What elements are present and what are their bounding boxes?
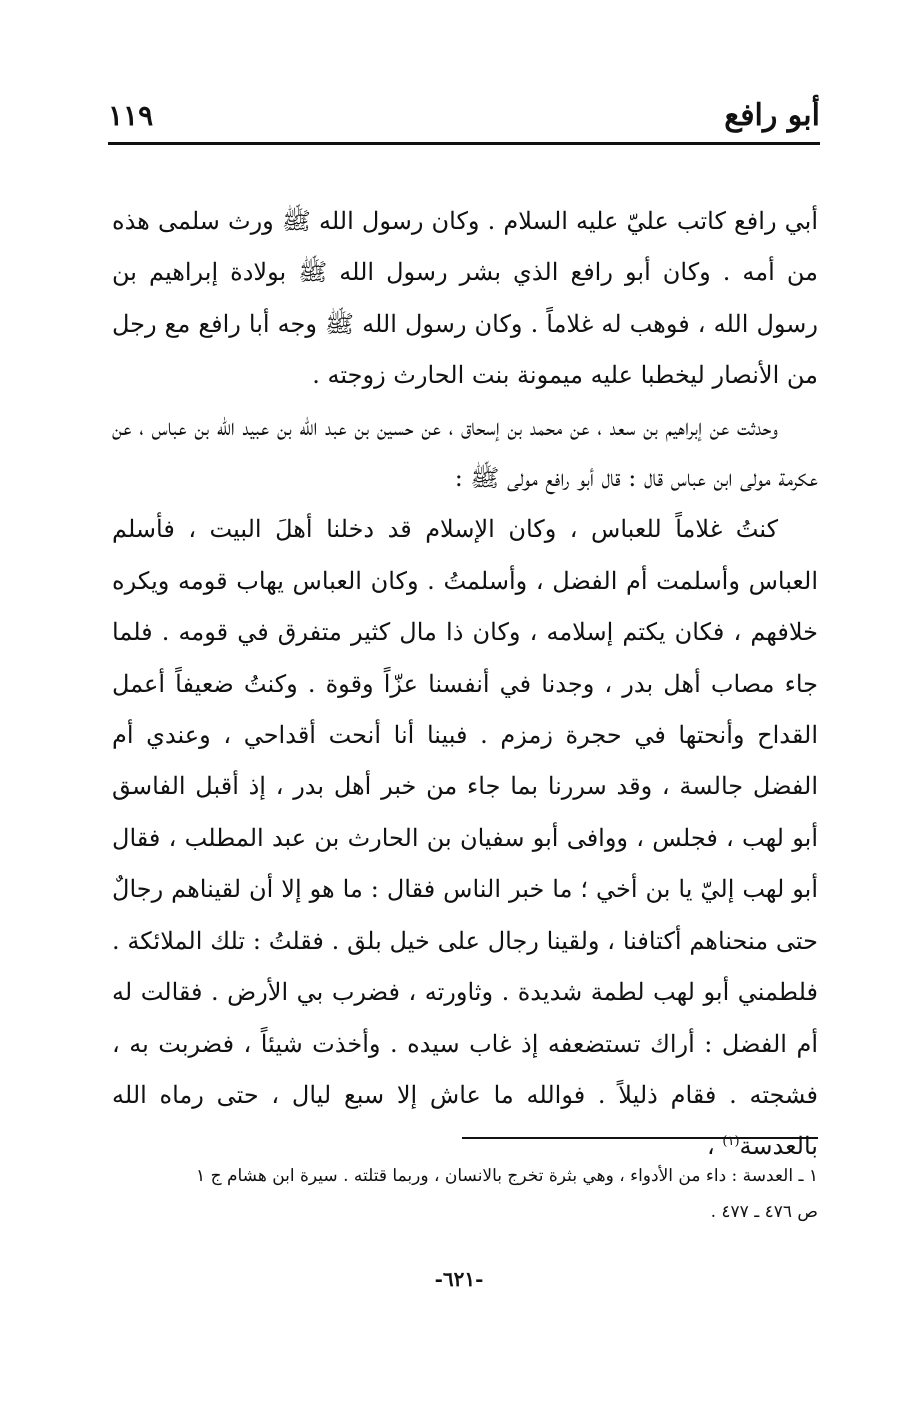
footnote-reference[interactable]: (١): [722, 1134, 740, 1150]
paragraph-with-footnote: [112, 504, 818, 1172]
paragraph-tail: ،: [707, 1132, 723, 1161]
folio-page-number: -٦٢١-: [434, 1267, 484, 1291]
paragraph: وحدثت عن إبراهيم بن سعد ، عن محمد بن إسحاق ، عن حسين بن عبد الله بن عبيد الله بن عباس ، عن عكرمة مولى ابن عباس قال : قال أبو رافع مولى ﷺ :: [112, 412, 818, 493]
footnote-line: ص ٤٧٦ ـ ٤٧٧ .: [710, 1202, 818, 1222]
running-title: أبو رافع: [724, 98, 820, 133]
running-header: [108, 92, 820, 140]
header-rule: [108, 142, 820, 145]
footnote: [130, 1158, 818, 1230]
paragraph-text: كنتُ غلاماً للعباس ، وكان الإسلام قد دخلنا أهلَ البيت ، فأسلم العباس وأسلمت أم الفضل ، وأسلمتُ . وكان العباس يهاب قومه ويكره خلافهم ، فكان يكتم إسلامه ، وكان ذا مال كثير متفرق في قومه . فلما جاء مصاب أهل بدر ، وجدنا في أنفسنا عزّاً وقوة . وكنتُ ضعيفاً أعمل القداح وأنحتها في حجرة زمزم . فبينا أنا أنحت أقداحي ، وعندي أم الفضل جالسة ، وقد سررنا بما جاء من خبر أهل بدر ، إذ أقبل الفاسق أبو لهب ، فجلس ، ووافى أبو سفيان بن الحارث بن عبد المطلب ، فقال أبو لهب إليّ يا بن أخي ؛ ما خبر الناس فقال : ما هو إلا أن لقيناهم رجالٌ حتى منحناهم أكتافنا ، ولقينا رجال على خيل بلق . فقلتُ : تلك الملائكة . فلطمني أبو لهب لطمة شديدة . وثاورته ، فضرب بي الأرض . فقالت له أم الفضل : أراك تستضعفه إذ غاب سيده . وأخذت شيئاً ، فضربت به ، فشجته . فقام ذليلاً . فوالله ما عاش إلا سبع ليال ، حتى رماه الله بالعدسة: [112, 515, 818, 1161]
footnote-line: ١ ـ العدسة : داء من الأدواء ، وهي بثرة تخرج بالانسان ، وربما قتلته . سيرة ابن هشام ج ١: [196, 1166, 818, 1186]
paragraph: أبي رافع كاتب عليّ عليه السلام . وكان رسول الله ﷺ ورث سلمى هذه من أمه . وكان أبو رافع الذي بشر رسول الله ﷺ بولادة إبراهيم بن رسول الله ، فوهب له غلاماً . وكان رسول الله ﷺ وجه أبا رافع مع رجل من الأنصار ليخطبا عليه ميمونة بنت الحارث زوجته .: [112, 207, 818, 390]
header-page-number: ١١٩: [108, 99, 154, 132]
footnote-rule: [462, 1137, 818, 1139]
main-text: [112, 196, 818, 1173]
